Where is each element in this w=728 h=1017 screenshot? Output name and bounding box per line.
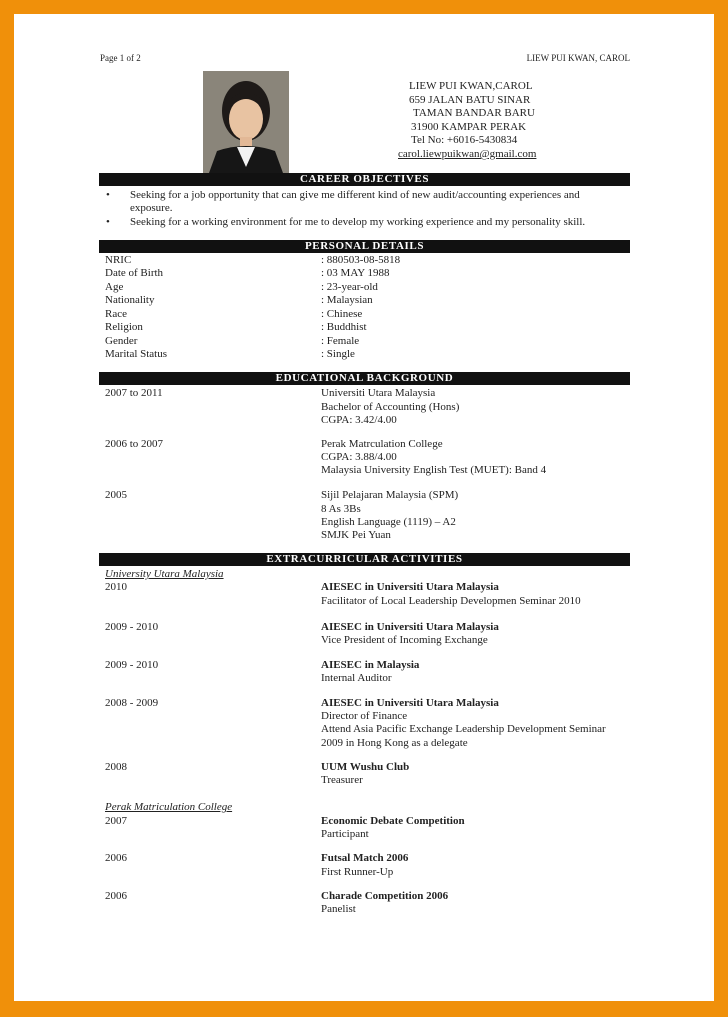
activity-title: Charade Competition 2006: [321, 890, 449, 902]
education-line: Universiti Utara Malaysia: [321, 387, 436, 399]
activity-year: 2008: [105, 761, 127, 773]
personal-value: : Female: [321, 335, 360, 347]
personal-label: Religion: [105, 321, 143, 333]
education-line: English Language (1119) – A2: [321, 516, 456, 528]
section-career-objectives: CAREER OBJECTIVES: [99, 173, 630, 186]
personal-label: Gender: [105, 335, 138, 347]
education-year: 2006 to 2007: [105, 438, 164, 450]
personal-value: : Chinese: [321, 308, 363, 320]
personal-label: Race: [105, 308, 127, 320]
activity-year: 2009 - 2010: [105, 621, 159, 633]
education-year: 2007 to 2011: [105, 387, 163, 399]
activity-year: 2006: [105, 852, 127, 864]
activity-title: Futsal Match 2006: [321, 852, 409, 864]
education-line: Malaysia University English Test (MUET): Band 4: [321, 464, 547, 476]
section-extracurricular-activities: EXTRACURRICULAR ACTIVITIES: [99, 553, 630, 566]
activity-title: AIESEC in Universiti Utara Malaysia: [321, 621, 499, 633]
contact-address-line-2: TAMAN BANDAR BARU: [413, 107, 535, 119]
activity-title: AIESEC in Universiti Utara Malaysia: [321, 581, 499, 593]
activity-group-heading: University Utara Malaysia: [105, 568, 224, 580]
personal-label: Date of Birth: [105, 267, 164, 279]
activity-line: 2009 in Hong Kong as a delegate: [321, 737, 468, 749]
personal-label: Nationality: [105, 294, 155, 306]
activity-title: AIESEC in Universiti Utara Malaysia: [321, 697, 499, 709]
activity-line: Attend Asia Pacific Exchange Leadership Development Seminar: [321, 723, 606, 735]
education-line: CGPA: 3.88/4.00: [321, 451, 397, 463]
personal-value: : Malaysian: [321, 294, 373, 306]
personal-value: : 23-year-old: [321, 281, 378, 293]
activity-line: Panelist: [321, 903, 356, 915]
activity-line: Treasurer: [321, 774, 363, 786]
personal-value: : 880503-08-5818: [321, 254, 401, 266]
activity-line: Participant: [321, 828, 369, 840]
activity-line: Internal Auditor: [321, 672, 392, 684]
education-line: CGPA: 3.42/4.00: [321, 414, 397, 426]
activity-year: 2006: [105, 890, 127, 902]
activity-year: 2007: [105, 815, 127, 827]
running-header-name: LIEW PUI KWAN, CAROL: [526, 53, 630, 63]
activity-title: UUM Wushu Club: [321, 761, 410, 773]
personal-label: Age: [105, 281, 124, 293]
resume-page: [14, 14, 714, 1001]
personal-label: NRIC: [105, 254, 132, 266]
activity-line: Facilitator of Local Leadership Developmen Seminar 2010: [321, 595, 581, 607]
education-line: Perak Matrculation College: [321, 438, 443, 450]
education-line: Sijil Pelajaran Malaysia (SPM): [321, 489, 459, 501]
education-year: 2005: [105, 489, 127, 501]
contact-email-link[interactable]: carol.liewpuikwan@gmail.com: [398, 148, 537, 160]
contact-phone: Tel No: +6016-5430834: [411, 134, 518, 146]
contact-name: LIEW PUI KWAN,CAROL: [409, 80, 533, 92]
profile-photo: [203, 71, 289, 173]
personal-label: Marital Status: [105, 348, 168, 360]
objective-line: exposure.: [130, 202, 173, 214]
activity-line: Director of Finance: [321, 710, 408, 722]
objective-line: Seeking for a working environment for me to develop my working experience and my personality skill.: [130, 216, 586, 228]
activity-year: 2009 - 2010: [105, 659, 159, 671]
objective-line: Seeking for a job opportunity that can give me different kind of new audit/accounting experiences and: [130, 189, 580, 201]
page-number: Page 1 of 2: [100, 53, 141, 63]
activity-line: Vice President of Incoming Exchange: [321, 634, 488, 646]
bullet-icon: •: [106, 216, 110, 228]
activity-line: First Runner-Up: [321, 866, 394, 878]
activity-group-heading: Perak Matriculation College: [105, 801, 233, 813]
contact-address-line-3: 31900 KAMPAR PERAK: [411, 121, 527, 133]
personal-value: : Buddhist: [321, 321, 367, 333]
education-line: Bachelor of Accounting (Hons): [321, 401, 460, 413]
education-line: SMJK Pei Yuan: [321, 529, 391, 541]
activity-title: AIESEC in Malaysia: [321, 659, 420, 671]
personal-value: : Single: [321, 348, 355, 360]
education-line: 8 As 3Bs: [321, 503, 361, 515]
bullet-icon: •: [106, 189, 110, 201]
section-educational-background: EDUCATIONAL BACKGROUND: [99, 372, 630, 385]
personal-value: : 03 MAY 1988: [321, 267, 390, 279]
section-personal-details: PERSONAL DETAILS: [99, 240, 630, 253]
activity-year: 2008 - 2009: [105, 697, 159, 709]
activity-title: Economic Debate Competition: [321, 815, 465, 827]
contact-address-line-1: 659 JALAN BATU SINAR: [409, 94, 531, 106]
activity-year: 2010: [105, 581, 127, 593]
